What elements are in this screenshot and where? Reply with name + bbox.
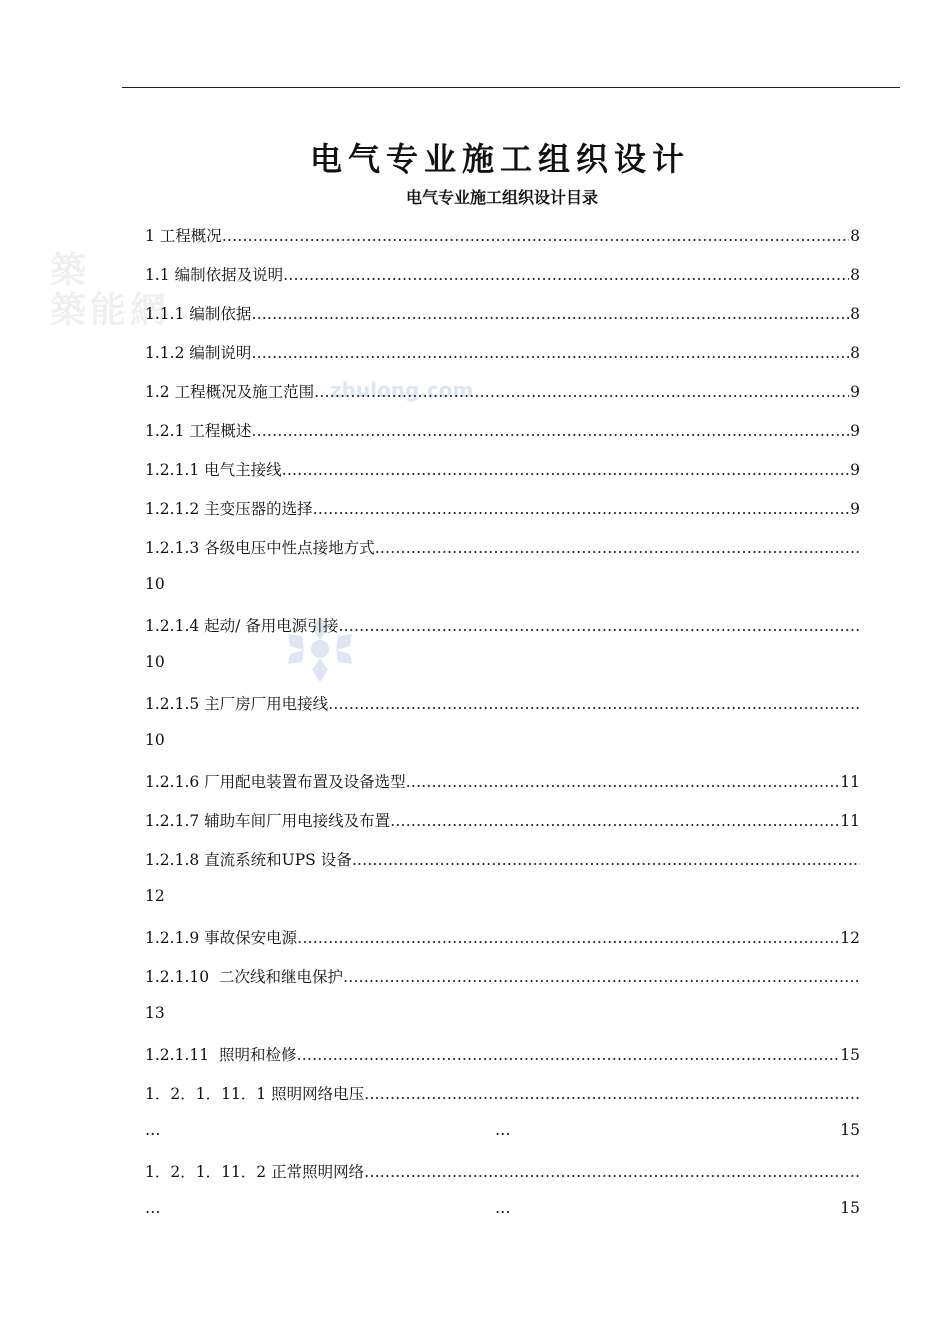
toc-entry-page: 11 [840, 773, 860, 791]
toc-entry[interactable] [145, 302, 860, 324]
toc-entry[interactable] [145, 809, 860, 831]
toc-entry[interactable] [145, 380, 860, 402]
toc-entry[interactable] [145, 536, 860, 558]
toc-entry-page: 12 [840, 929, 860, 947]
toc-entry-page: 9 [850, 461, 860, 479]
toc-entry-page: 9 [850, 383, 860, 401]
toc-entry[interactable] [145, 497, 860, 519]
toc-entry-page: 15 [840, 1046, 860, 1064]
toc-entry-page: 11 [840, 812, 860, 830]
toc-leader-dots [314, 383, 849, 401]
toc-entry-title: 1.2.1 工程概述 [145, 422, 252, 440]
toc-entry-title: 1.1.1 编制依据 [145, 305, 252, 323]
toc-entry-title: 1.2.1.4 起动/ 备用电源引接 [145, 617, 339, 635]
toc-leader-dots [283, 266, 849, 284]
toc-entry-title: 1.2.1.11 照明和检修 [145, 1046, 297, 1064]
toc-entry[interactable] [145, 1043, 860, 1065]
continuation-dots: … [145, 1121, 161, 1139]
toc-leader-dots [328, 695, 860, 713]
toc-entry-page: 9 [850, 500, 860, 518]
toc-entry[interactable] [145, 419, 860, 441]
toc-entry-title: 1.2.1.10 二次线和继电保护 [145, 968, 343, 986]
toc-entry-page: 15 [840, 1199, 860, 1217]
toc-entry-page: 8 [850, 227, 860, 245]
toc-entry[interactable] [145, 770, 860, 792]
toc-leader-dots [222, 227, 849, 245]
toc-entry-title: 1.2.1.2 主变压器的选择 [145, 500, 313, 518]
toc-entry-title: 1.2.1.6 厂用配电装置布置及设备选型 [145, 773, 406, 791]
toc-entry-page: 10 [145, 653, 165, 671]
toc-entry-title: 1．2．1．11．2 正常照明网络 [145, 1163, 365, 1181]
toc-entry-title: 1.1 编制依据及说明 [145, 266, 284, 284]
toc-leader-dots [375, 539, 860, 557]
toc-entry-page: 8 [850, 305, 860, 323]
toc-heading: 电气专业施工组织设计目录 [405, 188, 598, 207]
watermark-text: 築 築能網 [50, 249, 171, 331]
toc-entry-continuation [145, 1199, 860, 1221]
continuation-dots: … [495, 1121, 511, 1139]
toc-entry-title: 1.2.1.8 直流系统和UPS 设备 [145, 851, 352, 869]
toc-leader-dots [282, 461, 849, 479]
toc-entry[interactable] [145, 1082, 860, 1104]
toc-entry-title: 1.2.1.9 事故保安电源 [145, 929, 298, 947]
toc-entry[interactable] [145, 263, 860, 285]
continuation-dots: … [495, 1199, 511, 1217]
toc-entry[interactable] [145, 848, 860, 870]
toc-entry-page: 13 [145, 1004, 165, 1022]
toc-leader-dots [338, 617, 860, 635]
toc-entry-title: 1.1.2 编制说明 [145, 344, 252, 362]
toc-entry[interactable] [145, 926, 860, 948]
toc-entry-title: 1.2.1.7 辅助车间厂用电接线及布置 [145, 812, 391, 830]
toc-leader-dots [343, 968, 860, 986]
toc-entry-page: 10 [145, 575, 165, 593]
toc-entry[interactable] [145, 341, 860, 363]
continuation-dots: … [145, 1199, 161, 1217]
toc-entry-page: 8 [850, 344, 860, 362]
toc-leader-dots [251, 305, 849, 323]
toc-entry-title: 1.2 工程概况及施工范围 [145, 383, 315, 401]
toc-entry-continuation [145, 1121, 860, 1143]
toc-entry[interactable] [145, 614, 860, 636]
toc-leader-dots [364, 1163, 860, 1181]
toc-entry-title: 1.2.1.1 电气主接线 [145, 461, 282, 479]
toc-entry-page: 9 [850, 422, 860, 440]
toc-entry-page: 15 [840, 1121, 860, 1139]
toc-entry-page: 8 [850, 266, 860, 284]
toc-leader-dots [251, 344, 849, 362]
page-title: 电气专业施工组织设计 [309, 140, 690, 178]
toc-entry[interactable] [145, 458, 860, 480]
toc-entry-title: 1.2.1.3 各级电压中性点接地方式 [145, 539, 375, 557]
toc-leader-dots [297, 929, 839, 947]
toc-entry-title: 1.2.1.5 主厂房厂用电接线 [145, 695, 329, 713]
toc-leader-dots [352, 851, 860, 869]
toc-leader-dots [251, 422, 849, 440]
toc-entry[interactable] [145, 1160, 860, 1182]
toc-entry-title: 1 工程概况 [145, 227, 222, 245]
toc-entry-title: 1．2．1．11．1 照明网络电压 [145, 1085, 365, 1103]
toc-entry[interactable] [145, 692, 860, 714]
toc-entry-page: 12 [145, 887, 165, 905]
toc-entry[interactable] [145, 224, 860, 246]
toc-leader-dots [406, 773, 840, 791]
toc-leader-dots [313, 500, 849, 518]
toc-entry[interactable] [145, 965, 860, 987]
toc-leader-dots [364, 1085, 860, 1103]
toc-leader-dots [390, 812, 839, 830]
toc-leader-dots [296, 1046, 839, 1064]
toc-entry-page: 10 [145, 731, 165, 749]
watermark-url: zhulong.com [330, 378, 474, 402]
